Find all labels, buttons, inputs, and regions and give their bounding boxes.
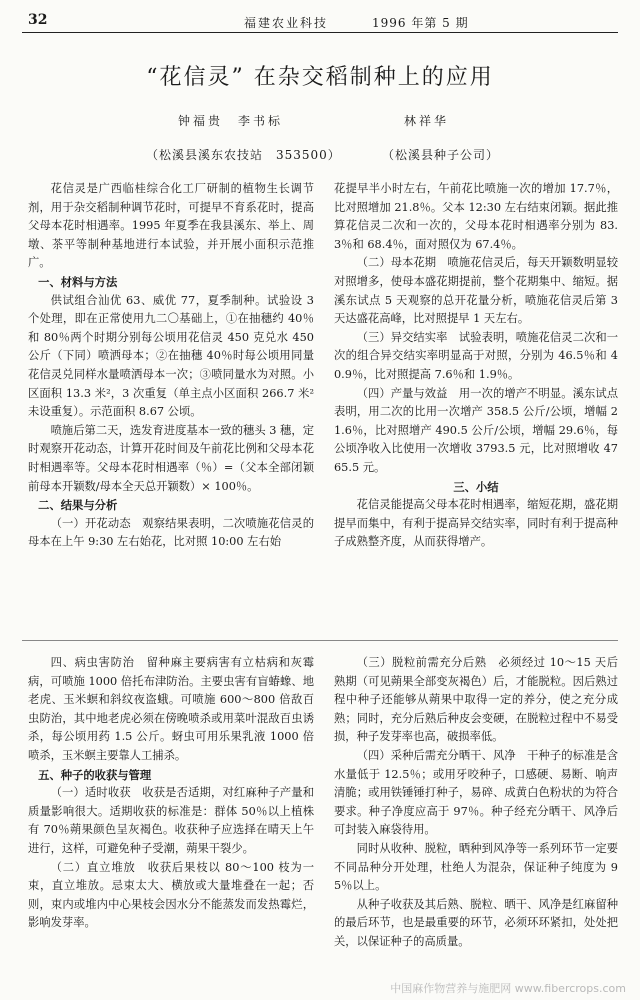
page-header [22,8,618,33]
paragraph: （一）开花动态 观察结果表明，二次喷施花信灵的母本在上午 9:30 左右始花，比对照 10:00 左右始 [28,516,314,549]
journal-name: 福建农业科技 [244,16,329,30]
section-divider [22,640,618,641]
paragraph: 花信灵能提高父母本花时相遇率，缩短花期，盛花期提早而集中，有利于提高异交结实率，同时有利于提高种子成熟整齐度，从而获得增产。 [334,498,618,549]
paragraph: （四）采种后需充分晒干、风净 干种子的标准是含水量低于 12.5％；或用牙咬种子，口感硬、易断、响声清脆；或用铁锤锤打种子，易碎、成黄白色粉状的为符合要求。种子净度应高于 97％。种子经充分晒干、风净后可封装入麻袋待用。 [334,748,618,837]
paragraph: 花提早半小时左右，午前花比喷施一次的增加 17.7％，比对照增加 21.8％。父本 12:30 左右结束闭颖。据此推算花信灵二次和一次的，父母本花时相遇率分别为 83.3％和 68.4％，面对照仅为 67.4％。 [334,182,618,251]
page-number: 32 [28,12,48,28]
body-column-4 [334,654,618,952]
authors-right: 林祥华 [404,114,450,128]
paragraph: 从种子收获及其后熟、脱粒、晒干、风净是红麻留种的最后环节，也是最重要的环节，必须环环紧扣，处处把关，以保证种子的高质量。 [334,897,618,948]
section-heading: 二、结果与分析 [38,498,118,513]
paragraph: 喷施后第二天，选发育进度基本一致的穗头 3 穗，定时观察开花动态，计算开花时间及午前花比例和父母本花时相遇率等。父母本花时相遇率（％）=（父本全部闭颖前母本开颖数/母本全天总开颖数）× 100％。 [28,423,314,493]
paragraph: （二）直立堆放 收获后果枝以 80～100 枝为一束，直立堆放。忌束太大、横放或大量堆叠在一起；否则，束内或堆内中心果枝会因水分不能蒸发而发热霉烂，影响发芽率。 [28,860,314,930]
paragraph: （四）产量与效益 用一次的增产不明显。溪东试点表明，用二次的比用一次增产 358.5 公斤/公顷，增幅 21.6％，比对照增产 490.5 公斤/公顷，增幅 29.6％，每公顷净收入比使用一次增收 3793.5 元，比对照增收 4765.5 元。 [334,386,618,474]
section-heading: 一、材料与方法 [38,274,118,289]
affiliation-right: （松溪县种子公司） [382,148,500,162]
paragraph: 供试组合汕优 63、威优 77，夏季制种。试验设 3 个处理，即在正常使用九二〇基础上，①在抽穗约 40％和 80％两个时期分别每公顷用花信灵 450 克兑水 450 公斤（下同）喷洒母本；②在抽穗 40％时每公顷用同量花信灵兑同样水量喷洒母本一次；③喷同量水为对照。小区面积 13.3 米²，3 次重复（单主点小区面积 266.7 米² 未设重复）。示范面积 8.67 公顷。 [28,293,314,419]
section-heading: 三、小结 [453,479,499,494]
paragraph: 花信灵是广西临桂综合化工厂研制的植物生长调节剂，用于杂交稻制种调节花时，可提早不育系花时，提高父母本花时相遇率。1995 年夏季在我县溪东、举上、周墩、茶平等制种基地进行本试验，并开展小面积示范推广。 [28,182,314,270]
paragraph: （三）脱粒前需充分后熟 必须经过 10～15 天后熟期（可见蒴果全部变灰褐色）后，才能脱粒。因后熟过程中种子还能够从蒴果中取得一定的养分，使之充分成熟；同时，充分后熟后种皮会变硬，在脱粒过程中不易受损，种子发芽率也高，破损率低。 [334,656,618,744]
authors-left: 钟福贵 李书标 [178,114,284,128]
body-column-2 [334,180,618,552]
watermark: 中国麻作物营养与施肥网 www.fibercrops.com [390,982,626,995]
body-column-3 [28,654,314,933]
issue-label: 1996 年第 5 期 [372,16,469,30]
article-title: “花信灵” 在杂交稻制种上的应用 [146,65,494,90]
paragraph: （二）母本花期 喷施花信灵后，每天开颖数明显较对照增多，使母本盛花期提前，整个花期集中、缩短。据溪东试点 5 天观察的总开花量分析，喷施花信灵后第 3 天达盛花高峰，比对照提早 1 天左右。 [334,256,618,326]
affiliation-left: （松溪县溪东农技站 353500） [146,148,341,162]
paragraph: 同时从收种、脱粒，晒种到风净等一系列环节一定要不同品种分开处理，杜绝人为混杂，保证种子纯度为 95％以上。 [334,841,618,893]
section-heading: 五、种子的收获与管理 [38,767,152,782]
paragraph: （三）异交结实率 试验表明，喷施花信灵二次和一次的组合异交结实率明显高于对照，分别为 46.5％和 40.9％，比对照提高 7.6％和 1.9％。 [334,330,618,381]
paragraph: （一）适时收获 收获是否适期，对红麻种子产量和质量影响很大。适期收获的标准是：群体 50％以上植株有 70％蒴果颜色呈灰褐色。收获种子应选择在晴天上午进行，这样，可避免种子受潮，蒴果干裂少。 [28,786,314,855]
body-column-1 [28,180,314,552]
paragraph: 四、病虫害防治 留种麻主要病害有立枯病和灰霉病，可喷施 1000 倍托布津防治。主要虫害有盲蝽蟓、地老虎、玉米螟和斜纹夜盗蛾。可喷施 600～800 倍敌百虫防治，其中地老虎必须在傍晚喷杀或用菜叶混敌百虫诱杀，每公顷用药 1.5 公斤。蚜虫可用乐果乳液 1000 倍喷杀，玉米螟主要靠人工捕杀。 [28,656,314,762]
